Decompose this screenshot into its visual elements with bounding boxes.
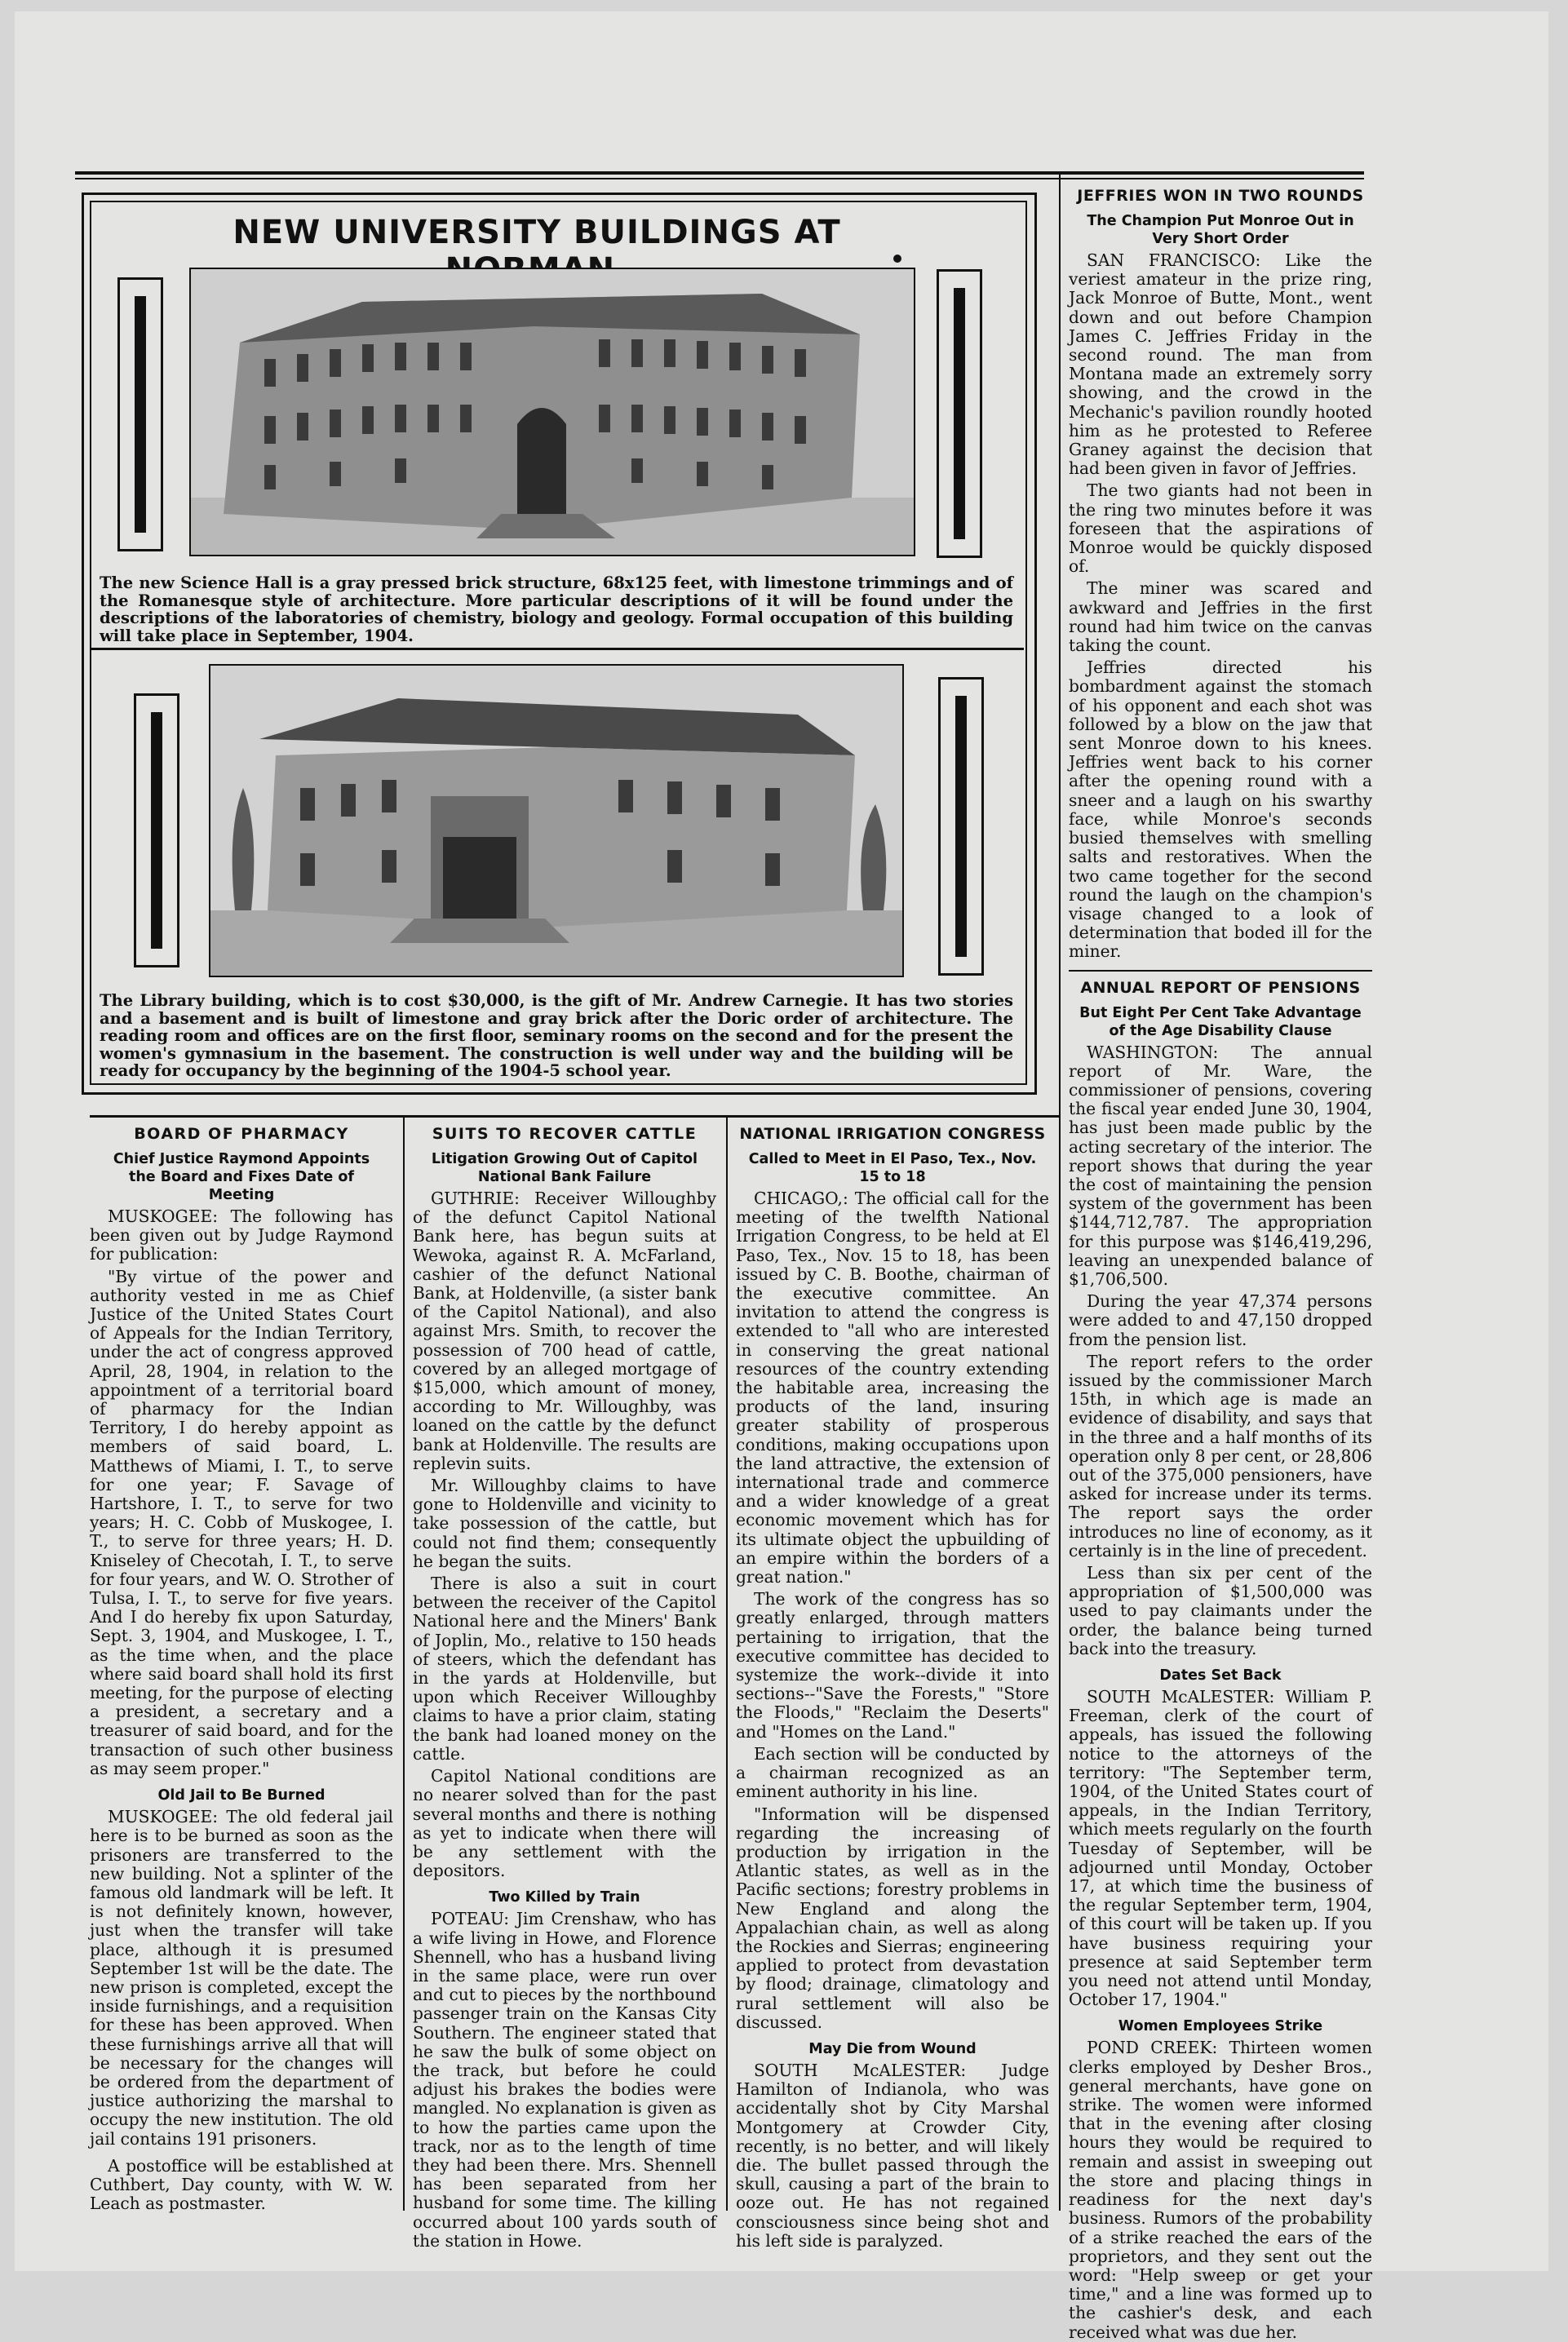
article-paragraph: SOUTH McALESTER: Judge Hamilton of Indianola, who was accidentally shot by City Marshal Montgomery at Crowder City, recently, is no better, and will likely die. The bullet passed through the skull, causing a part of the brain to ooze out. He has not regained consciousness since being shot and his left side is paralyzed. xyxy=(736,2060,1049,2251)
science-hall-caption: The new Science Hall is a gray pressed brick structure, 68x125 feet, with limestone trimmings and of the Romanesque style of architecture. More particular descriptions of it will be found under the descriptions of the laboratories of chemistry, biology and geology. Formal occupation of this building will take place in September, 1904. xyxy=(100,573,1013,645)
headline-jeffries: JEFFRIES WON IN TWO ROUNDS xyxy=(1077,187,1364,205)
article-paragraph: Mr. Willoughby claims to have gone to Holdenville and vicinity to take possession of the cattle, but could not find them; consequently he began the suits. xyxy=(413,1476,716,1571)
article-paragraph: SOUTH McALESTER: William P. Freeman, clerk of the court of appeals, has issued the following notice to the attorneys of the territory: "The September term, 1904, of the United States court of appeals, in the Indian Territory, which meets regularly on the fourth Tuesday of September, will be adjourned until Monday, October 17, at which time the business of the regular September term, 1904, of this court will be taken up. If you have business requiring your presence at said September term you need not attend until Monday, October 17, 1904." xyxy=(1069,1687,1372,2010)
newspaper-page xyxy=(15,11,1548,2342)
subhead-old-jail: Old Jail to Be Burned xyxy=(157,1787,326,1804)
article-paragraph: "By virtue of the power and authority vested in me as Chief Justice of the United States Court of Appeals for the Indian Territory, under the act of congress approved April, 28, 1904, in relation to the appointment of a territorial board of pharmacy for the Indian Territory, I do hereby appoint as members of said board, L. Matthews of Miami, I. T., to serve for one year; F. Savage of Hartshore, I. T., to serve for two years; H. C. Cobb of Muskogee, I. T., to serve for three years; H. D. Kniseley of Checotah, I. T., to serve for four years, and W. O. Strother of Tulsa, I. T., to serve for five years. And I do hereby fix upon Saturday, Sept. 3, 1904, and Muskogee, I. T., as the time when, and the place where said board shall hold its first meeting, for the purpose of electing a president, a secretary and a treasurer of said board, and for the transaction of such other business as may seem proper." xyxy=(90,1266,393,1778)
article-paragraph: GUTHRIE: Receiver Willoughby of the defunct Capitol National Bank here, has begun suits at Wewoka, against R. A. McFarland, cashier of the defunct National Bank, at Holdenville, (a sister bank of the Capitol National), and also against Mrs. Smith, to recover the possession of 700 head of cattle, covered by an alleged mortgage of $15,000, which amount of money, according to Mr. Willoughby, was loaned on the cattle by the defunct bank at Holdenville. The results are replevin suits. xyxy=(413,1189,716,1473)
article-paragraph: Capitol National conditions are no nearer solved than for the past several months and there is nothing as yet to indicate when there will be any settlement with the depositors. xyxy=(413,1766,716,1881)
article-paragraph: The two giants had not been in the ring two minutes before it was foreseen that the aspirations of Monroe would be quickly disposed of. xyxy=(1069,480,1372,577)
section-rule xyxy=(1069,970,1372,972)
article-paragraph: MUSKOGEE: The following has been given out by Judge Raymond for publication: xyxy=(90,1206,393,1264)
article-paragraph: MUSKOGEE: The old federal jail here is to be burned as soon as the prisoners are transferred to the new building. Not a splinter of the famous old landmark will be left. It is not definitely known, however, just when the transfer will take place, although it is presumed September 1st will be the date. The new prison is completed, except the inside furnishings, and a requisition for these has been approved. When these furnishings arrive all that will be necessary for the changes will be ordered from the department of justice authorizing the marshal to occupy the new institution. The old jail contains 191 prisoners. xyxy=(90,1807,393,2149)
side-box xyxy=(117,277,163,551)
column-jeffries xyxy=(1069,186,1372,2342)
subhead-pharmacy: Chief Justice Raymond Appoints the Board and Fixes Date of Meeting xyxy=(113,1151,370,1203)
subhead-dates: Dates Set Back xyxy=(1159,1667,1282,1685)
library-illustration xyxy=(209,664,904,977)
article-paragraph: There is also a suit in court between the receiver of the Capitol National here and the Miners' Bank of Joplin, Mo., relative to 150 heads of steers, which the defendant has in the yards at Holdenville, but upon which Receiver Willoughby claims to have a prior claim, stating the bank had loaned money on the cattle. xyxy=(413,1574,716,1764)
subhead-jeffries: The Champion Put Monroe Out in Very Short Order xyxy=(1087,213,1354,247)
subhead-wound: May Die from Wound xyxy=(808,2040,977,2057)
side-box xyxy=(937,269,982,558)
banner-title: NEW UNIVERSITY BUILDINGS AT xyxy=(233,214,841,251)
article-paragraph: The report refers to the order issued by the commissioner March 15th, in which age is made an evidence of disability, and says that in the three and a half months of its operation only 8 per cent, or 28,806 out of the 375,000 pensioners, have asked for increase under its terms. The report says the order introduces no line of economy, as it certainly is in the line of precedent. xyxy=(1069,1351,1372,1561)
column-rule xyxy=(726,1118,728,2211)
article-paragraph: The work of the congress has so greatly enlarged, through matters pertaining to irrigation, that the executive committee has decided to systemize the work--divide it into sections--"Save the Forests," "Store the Floods," "Reclaim the Deserts" and "Homes on the Land." xyxy=(736,1589,1049,1742)
column-rule xyxy=(1059,171,1061,2211)
column-irrigation xyxy=(736,1124,1049,2251)
subhead-strike: Women Employees Strike xyxy=(1118,2018,1323,2035)
side-box xyxy=(134,693,179,967)
column-rule xyxy=(403,1118,405,2211)
side-box xyxy=(938,677,984,976)
bullet-mark xyxy=(893,255,901,263)
headline-pensions: ANNUAL REPORT OF PENSIONS xyxy=(1080,978,1361,997)
article-paragraph: "Information will be dispensed regarding the increasing of production by irrigation in the Atlantic states, as well as in the Pacific sections; forestry problems in New England and along the Appalachian chain, as well as along the Rockies and Sierras; engineering applied to protect from devastation by flood; drainage, climatology and rural settlement will also be discussed. xyxy=(736,1804,1049,2032)
article-paragraph: POTEAU: Jim Crenshaw, who has a wife living in Howe, and Florence Shennell, who has a husband living in the same place, were run over and cut to pieces by the northbound passenger train on the Kansas City Southern. The engineer stated that he saw the bulk of some object on the track, but before he could adjust his brakes the bodies were mangled. No explanation is given as to how the parties came upon the track, nor as to the length of time they had been there. Mrs. Shennell has been separated from her husband for some time. The killing occurred about 100 yards south of the station in Howe. xyxy=(413,1909,716,2251)
article-paragraph: Each section will be conducted by a chairman recognized as an eminent authority in his line. xyxy=(736,1743,1049,1802)
library-caption: The Library building, which is to cost $30,000, is the gift of Mr. Andrew Carnegie. It has two stories and a basement and is built of limestone and gray brick after the Doric order of architecture. The reading room and offices are on the first floor, seminary rooms on the second and for the present the women's gymnasium in the basement. The construction is well under way and the building will be ready for occupancy by the beginning of the 1904-5 school year. xyxy=(100,991,1013,1080)
article-paragraph: During the year 47,374 persons were added to and 47,150 dropped from the pension list. xyxy=(1069,1291,1372,1349)
article-paragraph: CHICAGO,: The official call for the meeting of the twelfth National Irrigation Congress, to be held at El Paso, Tex., Nov. 15 to 18, has been issued by C. B. Boothe, chairman of the executive committee. An invitation to attend the congress is extended to "all who are interested in conserving the great national resources of the country extending the habitable area, increasing the products of the land, insuring greater stability of prosperous conditions, making occupations upon the land attractive, the extension of international trade and commerce and a wider knowledge of a great economic movement which has for its ultimate object the upbuilding of an empire within the borders of a great nation." xyxy=(736,1189,1049,1587)
article-paragraph: POND CREEK: Thirteen women clerks employed by Desher Bros., general merchants, have gone on strike. The women were informed that in the evening after closing hours they would be required to remain and assist in sweeping out the store and placing things in readiness for the next day's business. Rumors of the probability of a strike reached the ears of the proprietors, and they sent out the word: "Help sweep or get your time," and a line was formed up to the cashier's desk, and each received what was due her. xyxy=(1069,2038,1372,2342)
article-paragraph: The miner was scared and awkward and Jeffries in the first round had him twice on the canvas taking the count. xyxy=(1069,578,1372,656)
row-rule xyxy=(90,1115,1061,1118)
column-cattle xyxy=(413,1124,716,2251)
article-paragraph: Jeffries directed his bombardment against the stomach of his opponent and each shot was followed by a blow on the jaw that sent Monroe down to his knees. Jeffries went back to his corner after the opening round with a sneer and a laugh on his swarthy face, while Monroe's seconds busied themselves with smelling salts and restoratives. When the two came together for the second round the laugh on the champion's visage changed to a look of determination that boded ill for the miner. xyxy=(1069,657,1372,962)
subhead-irrigation: Called to Meet in El Paso, Tex., Nov. 15 to 18 xyxy=(748,1151,1037,1185)
top-rule xyxy=(75,171,1364,175)
headline-pharmacy: BOARD OF PHARMACY xyxy=(134,1125,349,1143)
headline-cattle: SUITS TO RECOVER CATTLE xyxy=(432,1125,698,1143)
banner-divider xyxy=(91,648,1024,650)
article-paragraph: Less than six per cent of the appropriation of $1,500,000 was used to pay claimants under the order, the balance being turned back into the treasury. xyxy=(1069,1563,1372,1658)
article-paragraph: A postoffice will be established at Cuthbert, Day county, with W. W. Leach as postmaster. xyxy=(90,2155,393,2214)
column-pharmacy xyxy=(90,1124,393,2214)
subhead-train: Two Killed by Train xyxy=(489,1889,640,1906)
subhead-cattle: Litigation Growing Out of Capitol National Bank Failure xyxy=(431,1151,698,1185)
article-paragraph: WASHINGTON: The annual report of Mr. Ware, the commissioner of pensions, covering the fiscal year ended June 30, 1904, has just been made public by the acting secretary of the interior. The report shows that during the year the cost of maintaining the pension system of the government has been $144,712,787. The appropriation for this purpose was $146,419,296, leaving an unexpended balance of $1,706,500. xyxy=(1069,1042,1372,1289)
top-rule-thin xyxy=(75,178,1364,179)
article-paragraph: SAN FRANCISCO: Like the veriest amateur in the prize ring, Jack Monroe of Butte, Mont., went down and out before Champion James C. Jeffries Friday in the second round. The man from Montana made an extremely sorry showing, and the crowd in the Mechanic's pavilion roundly hooted him as he protested to Referee Graney against the decision that had been given in favor of Jeffries. xyxy=(1069,250,1372,479)
science-hall-illustration xyxy=(189,268,915,556)
subhead-pensions: But Eight Per Cent Take Advantage of the Age Disability Clause xyxy=(1079,1004,1362,1039)
headline-irrigation: NATIONAL IRRIGATION CONGRESS xyxy=(739,1125,1046,1143)
